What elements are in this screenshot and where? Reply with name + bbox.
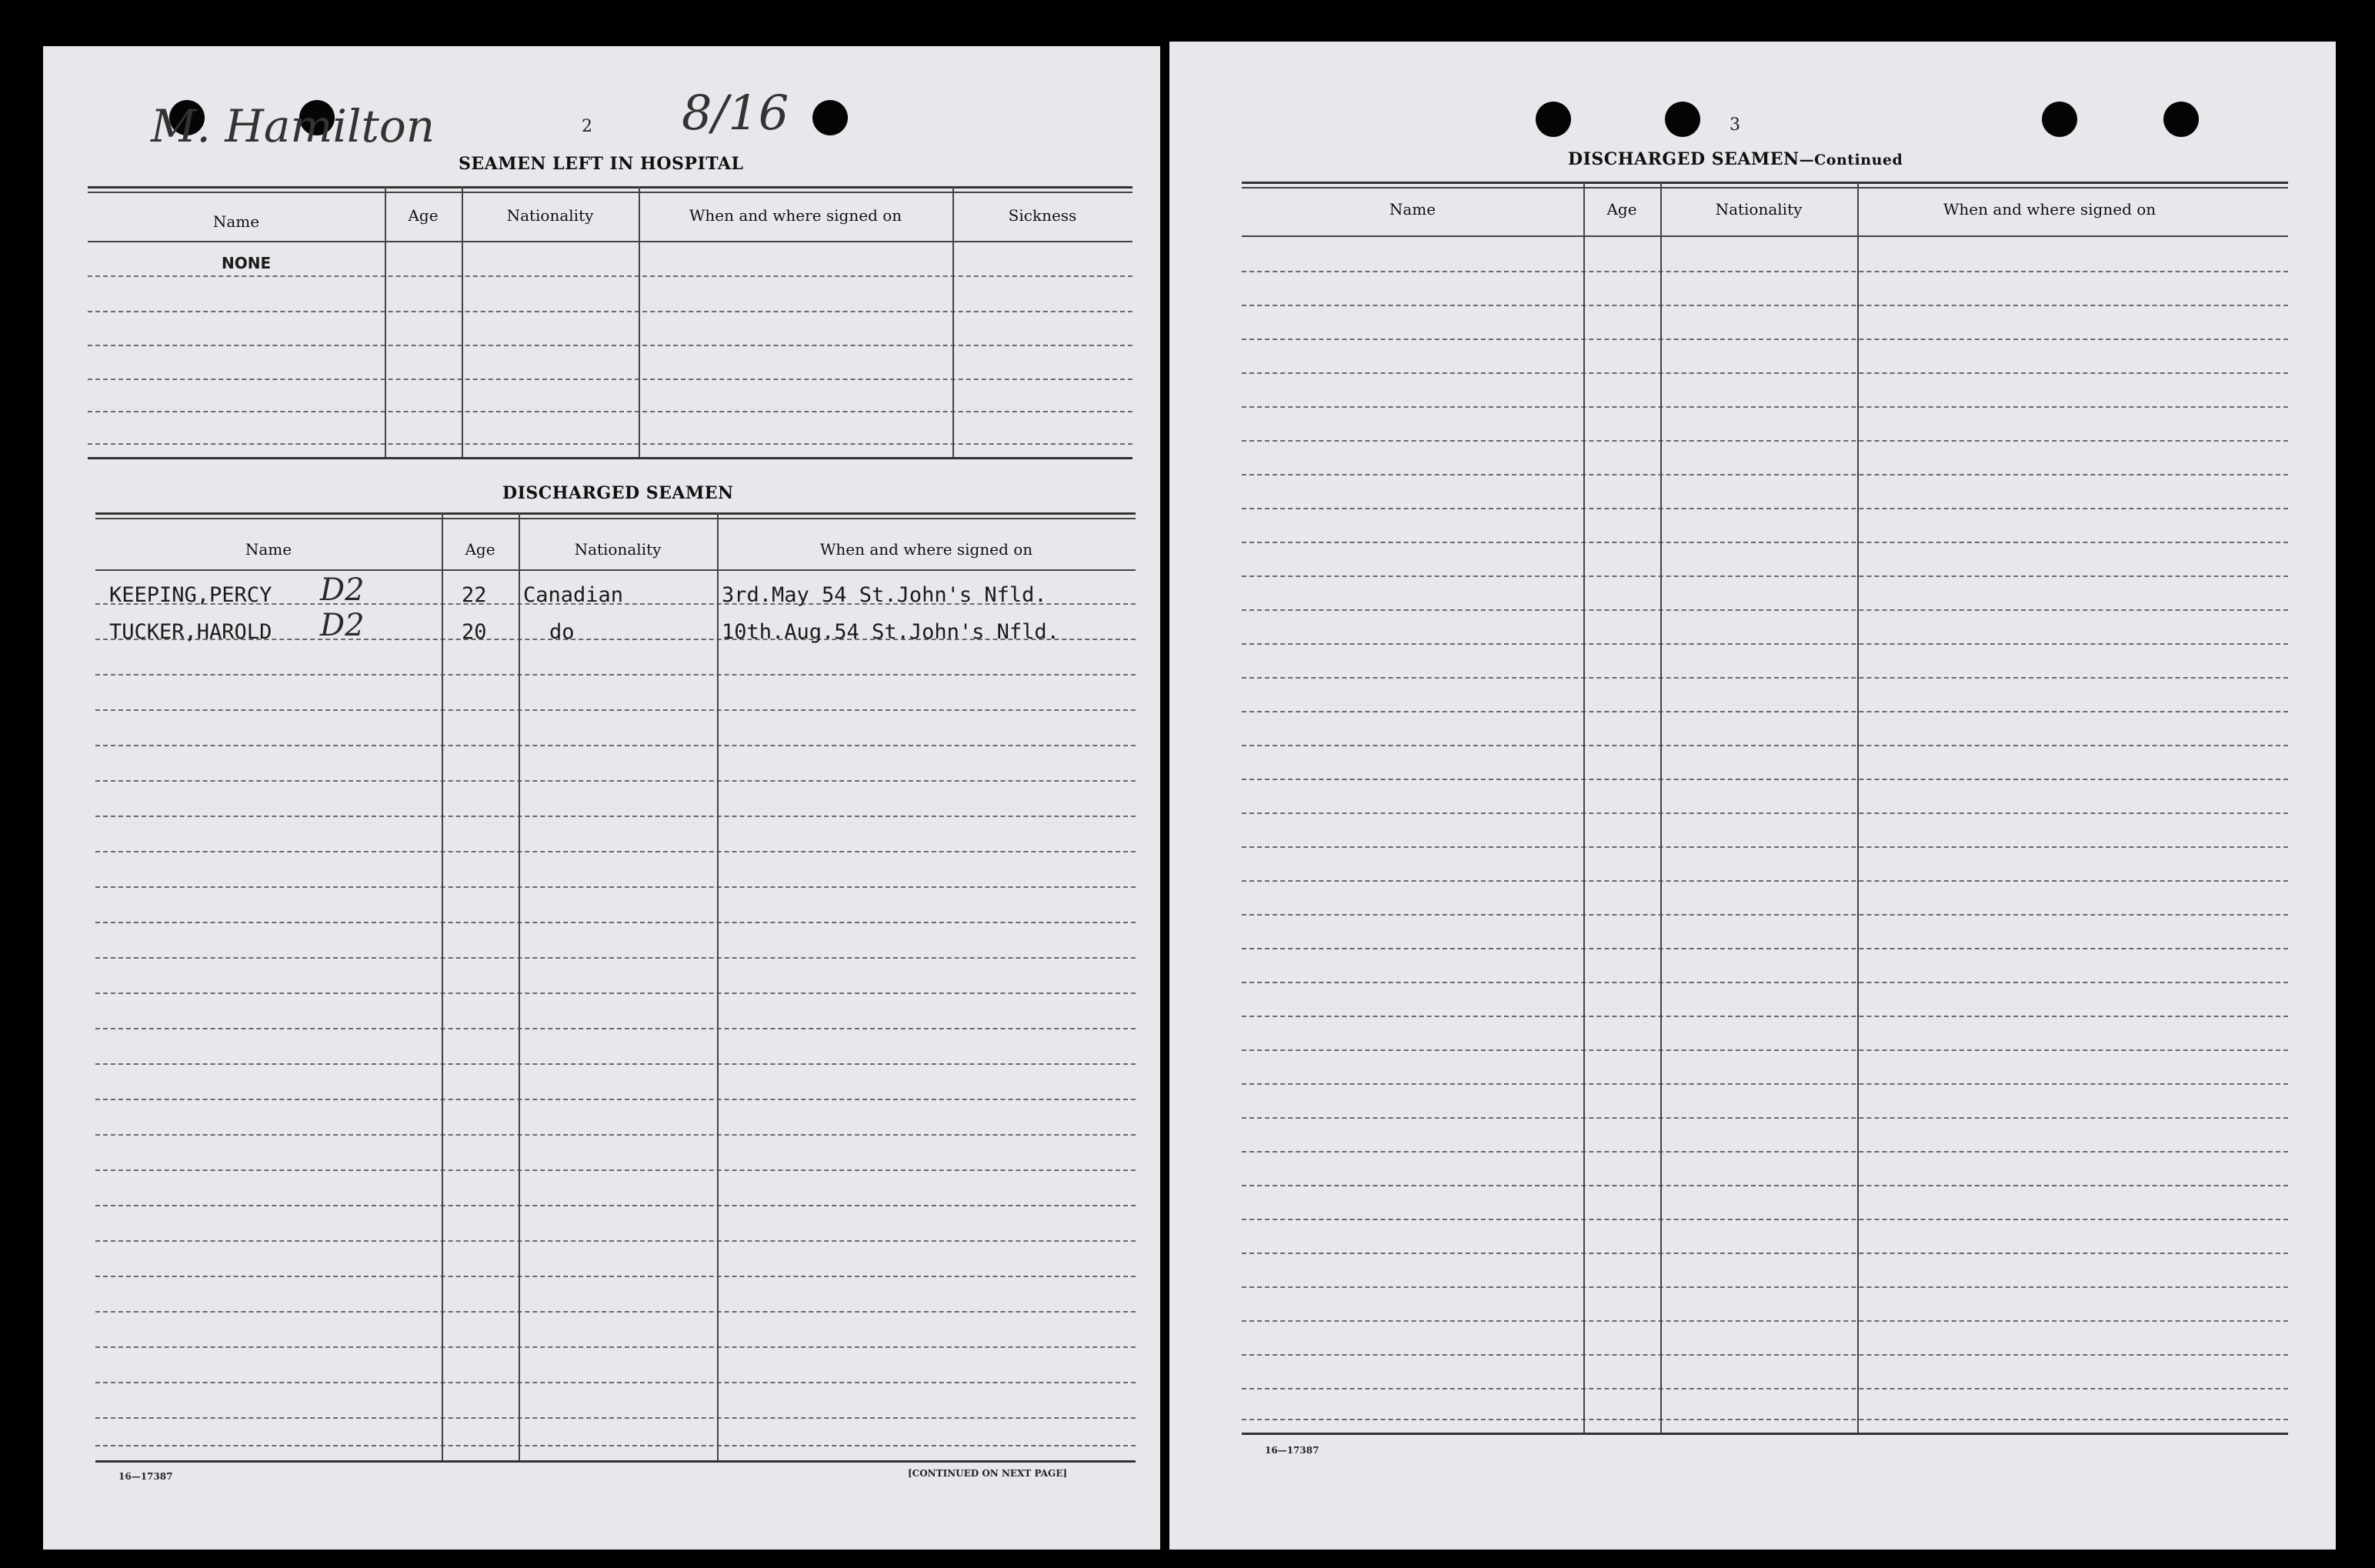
- col-header-nationality: Nationality: [574, 540, 662, 559]
- col-header-age: Age: [1606, 200, 1637, 219]
- seaman-nationality: do: [549, 620, 575, 644]
- col-header-name: Name: [245, 540, 292, 559]
- col-header-age: Age: [408, 206, 439, 225]
- punch-hole: [812, 100, 848, 135]
- seaman-age: 20: [462, 620, 487, 644]
- col-header-nationality: Nationality: [1715, 200, 1803, 219]
- discharged-title: DISCHARGED SEAMEN: [502, 483, 734, 503]
- punch-hole: [1536, 102, 1571, 137]
- hospital-table: [88, 186, 1132, 462]
- col-header-signed-on: When and where signed on: [689, 206, 902, 225]
- discharged-table: [95, 512, 1136, 1463]
- page-number: 3: [1730, 115, 1740, 135]
- seaman-signed-on: 3rd.May 54 St.John's Nfld.: [722, 583, 1047, 607]
- col-header-age: Age: [465, 540, 495, 559]
- page-number: 2: [582, 117, 592, 136]
- right-page: [1169, 42, 2336, 1550]
- punch-hole: [2163, 102, 2199, 137]
- hospital-title: SEAMEN LEFT IN HOSPITAL: [459, 154, 744, 174]
- punch-hole: [1665, 102, 1700, 137]
- seaman-age: 22: [462, 583, 487, 607]
- seaman-name: KEEPING,PERCY: [109, 583, 272, 607]
- right-title-suffix: —Continued: [1799, 152, 1903, 168]
- right-title: [1568, 149, 1903, 169]
- continued-note: [CONTINUED ON NEXT PAGE]: [908, 1468, 1068, 1479]
- col-header-sickness: Sickness: [1008, 206, 1077, 225]
- form-number: 16—17387: [1265, 1445, 1319, 1456]
- col-header-nationality: Nationality: [506, 206, 594, 225]
- seaman-signed-on: 10th.Aug.54 St.John's Nfld.: [722, 620, 1059, 644]
- right-title-main: DISCHARGED SEAMEN: [1568, 149, 1800, 169]
- seaman-nationality: Canadian: [523, 583, 624, 607]
- hospital-entry: NONE: [222, 254, 272, 272]
- discharge-mark: D2: [320, 608, 365, 643]
- col-header-signed-on: When and where signed on: [819, 540, 1033, 559]
- punch-hole: [2042, 102, 2077, 137]
- left-page: [43, 46, 1160, 1550]
- seaman-name: TUCKER,HAROLD: [109, 620, 272, 644]
- handwritten-header: M. Hamilton: [151, 100, 435, 152]
- col-header-name: Name: [1389, 200, 1436, 219]
- discharge-mark: D2: [320, 572, 365, 608]
- col-header-signed-on: When and where signed on: [1943, 200, 2157, 219]
- handwritten-number: 8/16: [682, 85, 789, 141]
- form-number: 16—17387: [118, 1471, 173, 1482]
- continued-table: [1242, 182, 2288, 1437]
- col-header-name: Name: [212, 212, 260, 231]
